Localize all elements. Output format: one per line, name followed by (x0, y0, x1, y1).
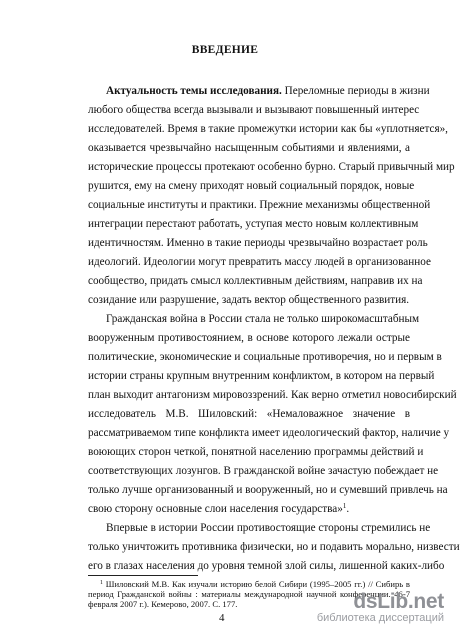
paragraph-2-line: соответствующих лозунгов. В гражданской войне зачастую побеждает не (88, 465, 439, 477)
watermark-tagline: библиотека диссертаций (316, 612, 444, 624)
paragraph-1-line: рушится, ему на смену приходят новый социальный порядок, новые (88, 180, 415, 192)
paragraph-1-line-1-text: Переломные периоды в жизни (281, 85, 430, 97)
paragraph-2-line: исследователь М.В. Шиловский: «Немаловажное значение в (88, 408, 410, 420)
paragraph-2-line: вооруженным противостоянием, в основе которого лежали острые (88, 332, 410, 344)
paragraph-2-line: только лучше организованный и вооруженный, но и сумевший привлечь на (88, 484, 448, 496)
watermark-logo: dsLib.net (353, 590, 444, 613)
paragraph-1-lead: Актуальность темы исследования. (106, 85, 282, 97)
paragraph-3-line: его в глазах населения до уровня темной злой силы, лишенной каких-либо (88, 560, 445, 572)
footnote-line-2: период Гражданской войны : материалы международной научной конференции. 46-7 (88, 589, 410, 599)
paragraph-2-line: истории страны крупным внутренним конфликтом, в котором на первый (88, 370, 435, 382)
paragraph-2-line: план выходит антагонизм мировоззрений. Как верно отметил новосибирский (88, 389, 457, 401)
footnote-line-3: февраля 2007 г.). Кемерово, 2007. С. 177. (88, 599, 238, 609)
paragraph-1-line: интеграции перестают работать, уступая место новым коллективным (88, 218, 419, 230)
page-heading: ВВЕДЕНИЕ (191, 44, 259, 56)
paragraph-1-line: оказывается чрезвычайно насыщенным событиями и явлениями, а (88, 142, 410, 154)
paragraph-2-line: политические, экономические и социальные противоречия, но и первым в (88, 351, 442, 363)
paragraph-1-line: сообщество, придать смысл коллективным действиям, направив их на (88, 275, 423, 287)
paragraph-1-line: любого общества всегда вызывали и вызывают повышенный интерес (88, 104, 420, 116)
paragraph-1-line: социальные институты и практики. Прежние механизмы общественной (88, 199, 431, 211)
paragraph-1-line: идеологий. Идеологии могут превратить массу людей в организованное (88, 256, 431, 268)
paragraph-3-line-1: Впервые в истории России противостоящие стороны стремились не (106, 522, 431, 534)
paragraph-3-line: только уничтожить противника физически, но и подавить морально, низвести (88, 541, 460, 553)
paragraph-1-line-1 (106, 84, 430, 99)
paragraph-2-line: воюющих сторон четкой, понятной населению программы действий и (88, 446, 424, 458)
paragraph-2-line-1: Гражданская война в России стала не только широкомасштабным (106, 313, 420, 325)
paragraph-2-last-text: свою сторону основные слои населения государства» (88, 503, 343, 515)
paragraph-2-line: рассматриваемом типе конфликта имеет идеологический фактор, наличие у (88, 427, 450, 439)
page-number: 4 (219, 612, 225, 624)
paragraph-1-line: исследователей. Время в такие промежутки истории как бы «уплотняется», (88, 123, 448, 135)
footnote-text-1: Шиловский М.В. Как изучали историю белой Сибири (1995–2005 гг.) // Сибирь в (103, 579, 410, 589)
paragraph-1-line: идентичностям. Именно в такие периоды чрезвычайно возрастает роль (88, 237, 428, 249)
footnote-divider (88, 575, 198, 576)
paragraph-2-last-line (88, 502, 410, 517)
paragraph-2-period: . (346, 503, 350, 515)
paragraph-1-line: исторические процессы протекают особенно бурно. Старый привычный мир (88, 161, 455, 173)
footnote-reference[interactable]: 1 (342, 502, 347, 510)
footnote-mark: 1 (100, 580, 103, 586)
watermark (317, 591, 444, 625)
paragraph-1-line: созидание или разрушение, задать вектор общественного развития. (88, 294, 410, 306)
